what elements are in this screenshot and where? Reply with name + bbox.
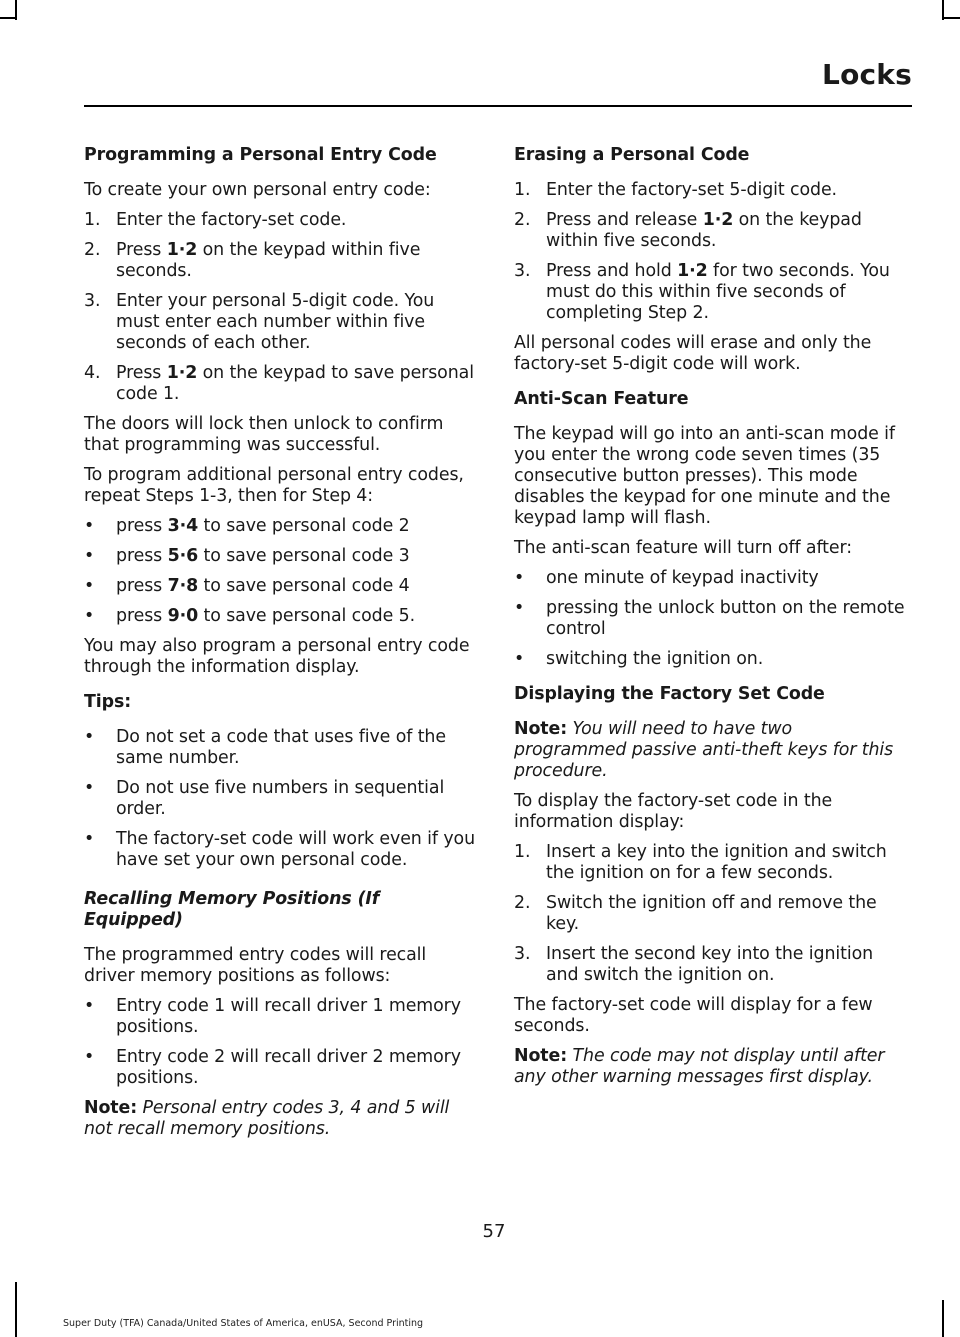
list-item: • Entry code 1 will recall driver 1 memory positions. [84, 996, 461, 1037]
list-item: 1. Enter the factory-set 5-digit code. [514, 180, 837, 200]
paragraph: All personal codes will erase and only the factory-set 5-digit code will work. [514, 333, 872, 374]
page-title: Locks [822, 58, 912, 91]
list-item: • switching the ignition on. [514, 649, 764, 669]
recall-list [84, 996, 476, 1089]
header-rule [84, 105, 912, 107]
page-number: 57 [482, 1221, 506, 1242]
right-column [514, 145, 906, 1097]
list-item: • one minute of keypad inactivity [514, 568, 819, 588]
paragraph: The doors will lock then unlock to confirm that programming was successful. [84, 414, 444, 455]
paragraph: The keypad will go into an anti-scan mode if you enter the wrong code seven times (35 consecutive button presses). This mode disables the keypad for one minute and the keypad lamp will flash. [514, 424, 895, 528]
section-heading-recall: Recalling Memory Positions (If Equipped) [84, 889, 380, 930]
crop-mark [942, 1300, 944, 1337]
display-steps [514, 842, 906, 986]
note: Note: Personal entry codes 3, 4 and 5 will not recall memory positions. [84, 1098, 450, 1139]
turnoff-list [514, 568, 906, 670]
paragraph: The programmed entry codes will recall driver memory positions as follows: [84, 945, 427, 986]
left-column [84, 145, 476, 1149]
section-heading-programming: Programming a Personal Entry Code [84, 145, 437, 165]
section-heading-tips: Tips: [84, 692, 132, 712]
paragraph: The factory-set code will display for a few seconds. [514, 995, 873, 1036]
list-item: 3. Insert the second key into the ignition and switch the ignition on. [514, 944, 874, 985]
list-item: 3. Press and hold 1·2 for two seconds. You must do this within five seconds of completing Step 2. [514, 261, 890, 323]
list-item: 1. Enter the factory-set code. [84, 210, 347, 230]
note: Note: You will need to have two programmed passive anti-theft keys for this procedure. [514, 719, 894, 781]
erase-steps [514, 180, 906, 324]
list-item: • Do not use five numbers in sequential order. [84, 778, 445, 819]
list-item: 4. Press 1·2 on the keypad to save personal code 1. [84, 363, 474, 404]
paragraph: To display the factory-set code in the information display: [514, 791, 833, 832]
list-item: • pressing the unlock button on the remote control [514, 598, 905, 639]
paragraph: The anti-scan feature will turn off after: [514, 538, 853, 558]
list-item: 3. Enter your personal 5-digit code. You must enter each number within five seconds of each other. [84, 291, 435, 353]
list-item: • press 3·4 to save personal code 2 [84, 516, 410, 536]
crop-mark [0, 17, 15, 19]
crop-mark [15, 0, 17, 20]
programming-steps [84, 210, 476, 405]
crop-mark [15, 1282, 17, 1337]
section-heading-erasing: Erasing a Personal Code [514, 145, 750, 165]
list-item: • Do not set a code that uses five of the same number. [84, 727, 446, 768]
list-item: 2. Switch the ignition off and remove the key. [514, 893, 877, 934]
list-item: • Entry code 2 will recall driver 2 memory positions. [84, 1047, 461, 1088]
list-item: • press 5·6 to save personal code 3 [84, 546, 410, 566]
paragraph: To create your own personal entry code: [84, 180, 431, 200]
note: Note: The code may not display until after any other warning messages first display. [514, 1046, 885, 1087]
list-item: • press 9·0 to save personal code 5. [84, 606, 416, 626]
code-list [84, 516, 476, 627]
list-item: 1. Insert a key into the ignition and switch the ignition on for a few seconds. [514, 842, 887, 883]
crop-mark [944, 17, 960, 19]
list-item: • The factory-set code will work even if you have set your own personal code. [84, 829, 475, 870]
section-heading-factory-code: Displaying the Factory Set Code [514, 684, 825, 704]
list-item: 2. Press 1·2 on the keypad within five seconds. [84, 240, 421, 281]
footer-text: Super Duty (TFA) Canada/United States of America, enUSA, Second Printing [63, 1318, 424, 1329]
paragraph: To program additional personal entry codes, repeat Steps 1-3, then for Step 4: [84, 465, 464, 506]
section-heading-anti-scan: Anti-Scan Feature [514, 389, 689, 409]
list-item: • press 7·8 to save personal code 4 [84, 576, 410, 596]
list-item: 2. Press and release 1·2 on the keypad within five seconds. [514, 210, 862, 251]
tips-list [84, 727, 476, 871]
paragraph: You may also program a personal entry code through the information display. [84, 636, 470, 677]
